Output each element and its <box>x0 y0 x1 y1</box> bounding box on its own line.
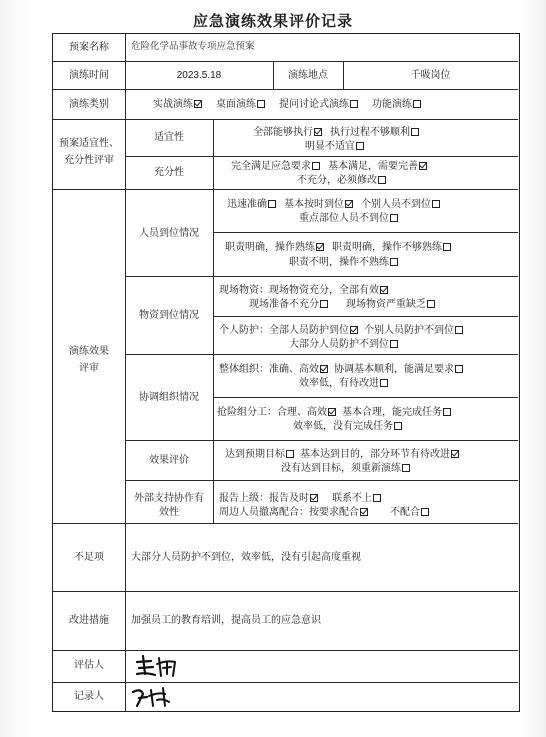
option-label: 达到预期目标 <box>225 449 285 460</box>
unchecked-checkbox <box>413 100 421 108</box>
materials-b2 <box>289 338 398 351</box>
row-divider <box>53 591 518 592</box>
effect-review-label-2: 评审 <box>79 363 99 374</box>
row-divider <box>125 354 518 355</box>
unchecked-checkbox <box>350 100 358 108</box>
row-divider <box>213 397 518 398</box>
option-label: 明显不适宜 <box>305 141 355 152</box>
plan-name-label: 预案名称 <box>69 42 109 53</box>
checkbox-option <box>300 449 459 460</box>
unchecked-checkbox <box>373 494 381 502</box>
option-label: 职责不明，操作不熟练 <box>289 257 389 268</box>
suitability-review-label-1: 预案适宜性、 <box>59 138 119 149</box>
checkbox-option <box>284 199 353 210</box>
external-support-a1 <box>219 492 381 505</box>
materials-a1 <box>219 284 388 297</box>
option-label: 现场准备不充分 <box>249 299 319 310</box>
checkbox-option <box>361 199 440 210</box>
option-label: 抢险组分工：合理、高效 <box>217 407 327 418</box>
unchecked-checkbox <box>455 365 463 373</box>
evaluator-signature <box>133 652 193 680</box>
row-divider <box>53 89 518 90</box>
option-label: 大部分人员防护不到位 <box>289 339 389 350</box>
recorder-label: 记录人 <box>74 691 104 702</box>
checkbox-option <box>299 213 398 224</box>
row-divider <box>53 189 518 190</box>
option-label: 现场物资严重缺乏 <box>346 299 426 310</box>
option-label: 个人防护：全部人员防护到位 <box>219 325 349 336</box>
suitability-label: 适宜性 <box>154 132 184 143</box>
personnel-label: 人员到位情况 <box>139 228 199 239</box>
option-label: 个别人员防护不到位 <box>364 325 454 336</box>
col-divider <box>213 119 214 523</box>
sufficiency-options-2 <box>297 174 386 187</box>
suitability-options-1 <box>253 126 419 139</box>
option-label: 联系不上 <box>332 493 372 504</box>
coordination-a2 <box>299 377 388 390</box>
row-divider <box>125 156 518 157</box>
deficiency-value: 大部分人员防护不到位，效率低，没有引起高度重视 <box>131 552 361 563</box>
checked-checkbox <box>310 494 318 502</box>
drill-location-value: 千吸岗位 <box>410 70 451 81</box>
sufficiency-options-1 <box>231 160 427 173</box>
checkbox-option <box>225 242 324 253</box>
checked-checkbox <box>328 408 336 416</box>
deficiency-label: 不足项 <box>74 552 104 563</box>
option-label: 迅速准确 <box>227 199 267 210</box>
row-divider <box>53 682 518 683</box>
option-label: 全部能够执行 <box>253 127 313 138</box>
option-label: 提问讨论式演练 <box>279 99 349 110</box>
option-label: 桌面演练 <box>216 99 256 110</box>
checkbox-option <box>342 407 451 418</box>
unchecked-checkbox <box>443 408 451 416</box>
row-divider <box>53 650 518 651</box>
materials-a2 <box>249 298 435 311</box>
option-label: 没有达到目标，须重新演练 <box>281 463 401 474</box>
row-divider <box>53 61 518 62</box>
external-support-label-1: 外部支持协作有 <box>134 493 204 504</box>
effect-evaluation-label: 效果评价 <box>149 455 189 466</box>
option-label: 实战演练 <box>153 99 193 110</box>
suitability-options-2 <box>305 140 364 153</box>
option-label: 不配合 <box>390 507 420 518</box>
checkbox-option <box>253 127 322 138</box>
checkbox-option <box>293 421 402 432</box>
materials-b1 <box>219 324 463 337</box>
row-divider <box>125 440 518 441</box>
option-label: 基本达到目的，部分环节有待改进 <box>300 449 450 460</box>
unchecked-checkbox <box>390 340 398 348</box>
sufficiency-label: 充分性 <box>154 167 184 178</box>
checked-checkbox <box>419 162 427 170</box>
checkbox-option <box>153 99 202 110</box>
option-label: 基本按时到位 <box>284 199 344 210</box>
drill-time-label: 演练时间 <box>69 70 109 81</box>
personnel-b1 <box>225 241 451 254</box>
option-label: 周边人员撤离配合：按要求配合 <box>219 507 359 518</box>
option-label: 基本满足，需要完善 <box>328 161 418 172</box>
improvement-value: 加强员工的教育培训，提高员工的应急意识 <box>131 615 321 626</box>
unchecked-checkbox <box>378 176 386 184</box>
option-label: 个别人员不到位 <box>361 199 431 210</box>
option-label: 报告上级：报告及时 <box>219 493 309 504</box>
unchecked-checkbox <box>356 142 364 150</box>
option-label: 现场物资：现场物资充分，全部有效 <box>219 285 379 296</box>
checkbox-option <box>281 463 410 474</box>
unchecked-checkbox <box>411 128 419 136</box>
effect-evaluation-a2 <box>281 462 410 475</box>
plan-name-value: 危险化学品事故专项应急预案 <box>131 41 255 52</box>
row-divider <box>125 276 518 277</box>
checkbox-option <box>332 493 381 504</box>
unchecked-checkbox <box>268 200 276 208</box>
checked-checkbox <box>316 243 324 251</box>
option-label: 不充分，必须修改 <box>297 175 377 186</box>
coordination-b2 <box>293 420 402 433</box>
checkbox-option <box>346 299 435 310</box>
checked-checkbox <box>194 100 202 108</box>
checkbox-option <box>289 339 398 350</box>
materials-label: 物资到位情况 <box>139 310 199 321</box>
evaluation-form <box>52 33 520 712</box>
checkbox-option <box>330 127 419 138</box>
checked-checkbox <box>380 286 388 294</box>
checkbox-option <box>216 99 265 110</box>
checkbox-option <box>372 99 421 110</box>
checked-checkbox <box>451 450 459 458</box>
checkbox-option <box>279 99 358 110</box>
checkbox-option <box>219 507 368 518</box>
checkbox-option <box>219 493 318 504</box>
option-label: 效率低，没有完成任务 <box>293 421 393 432</box>
external-support-a2 <box>219 506 429 519</box>
checkbox-option <box>390 507 429 518</box>
personnel-a1 <box>227 198 440 211</box>
unchecked-checkbox <box>257 100 265 108</box>
row-divider <box>213 232 518 233</box>
checkbox-option <box>289 257 398 268</box>
option-label: 功能演练 <box>372 99 412 110</box>
checkbox-option <box>227 199 276 210</box>
checked-checkbox <box>350 326 358 334</box>
checkbox-option <box>305 141 364 152</box>
row-divider <box>53 119 518 120</box>
option-label: 效率低，有待改进 <box>299 378 379 389</box>
unchecked-checkbox <box>432 200 440 208</box>
drill-time-value: 2023.5.18 <box>176 70 222 81</box>
option-label: 执行过程不够顺利 <box>330 127 410 138</box>
coordination-a1 <box>219 363 463 376</box>
unchecked-checkbox <box>320 300 328 308</box>
checkbox-option <box>219 325 358 336</box>
effect-review-label-1: 演练效果 <box>69 346 109 357</box>
checkbox-option <box>297 175 386 186</box>
checkbox-option <box>219 364 328 375</box>
checkbox-option <box>249 299 328 310</box>
effect-evaluation-a1 <box>225 448 459 461</box>
checkbox-option <box>231 161 320 172</box>
external-support-label-2: 效性 <box>159 507 179 518</box>
evaluator-label: 评估人 <box>74 660 104 671</box>
unchecked-checkbox <box>455 326 463 334</box>
unchecked-checkbox <box>286 450 294 458</box>
option-label: 整体组织：准确、高效 <box>219 364 319 375</box>
option-label: 完全满足应急要求 <box>231 161 311 172</box>
document-title: 应急演练效果评价记录 <box>192 12 353 30</box>
recorder-signature <box>129 684 189 710</box>
row-divider <box>213 316 518 317</box>
checked-checkbox <box>360 508 368 516</box>
checkbox-option <box>299 378 388 389</box>
unchecked-checkbox <box>402 464 410 472</box>
coordination-label: 协调组织情况 <box>139 392 199 403</box>
drill-type-options <box>153 98 421 111</box>
checkbox-option <box>225 449 294 460</box>
personnel-a2 <box>299 212 398 225</box>
personnel-b2 <box>289 256 398 269</box>
option-label: 职责明确，操作熟练 <box>225 242 315 253</box>
checkbox-option <box>219 285 388 296</box>
checkbox-option <box>334 364 463 375</box>
checked-checkbox <box>314 128 322 136</box>
unchecked-checkbox <box>390 258 398 266</box>
unchecked-checkbox <box>421 508 429 516</box>
checkbox-option <box>364 325 463 336</box>
coordination-b1 <box>217 406 451 419</box>
row-divider <box>125 480 518 481</box>
unchecked-checkbox <box>390 214 398 222</box>
unchecked-checkbox <box>443 243 451 251</box>
unchecked-checkbox <box>427 300 435 308</box>
improvement-label: 改进措施 <box>69 615 109 626</box>
checked-checkbox <box>320 365 328 373</box>
suitability-review-label-2: 充分性评审 <box>64 155 114 166</box>
drill-location-label: 演练地点 <box>288 70 328 81</box>
checkbox-option <box>328 161 427 172</box>
unchecked-checkbox <box>312 162 320 170</box>
option-label: 重点部位人员不到位 <box>299 213 389 224</box>
option-label: 职责明确，操作不够熟练 <box>332 242 442 253</box>
drill-type-label: 演练类别 <box>69 99 109 110</box>
checkbox-option <box>332 242 451 253</box>
option-label: 协调基本顺利，能满足要求 <box>334 364 454 375</box>
checkbox-option <box>217 407 336 418</box>
row-divider <box>53 523 518 524</box>
option-label: 基本合理，能完成任务 <box>342 407 442 418</box>
checked-checkbox <box>345 200 353 208</box>
unchecked-checkbox <box>394 422 402 430</box>
unchecked-checkbox <box>380 379 388 387</box>
